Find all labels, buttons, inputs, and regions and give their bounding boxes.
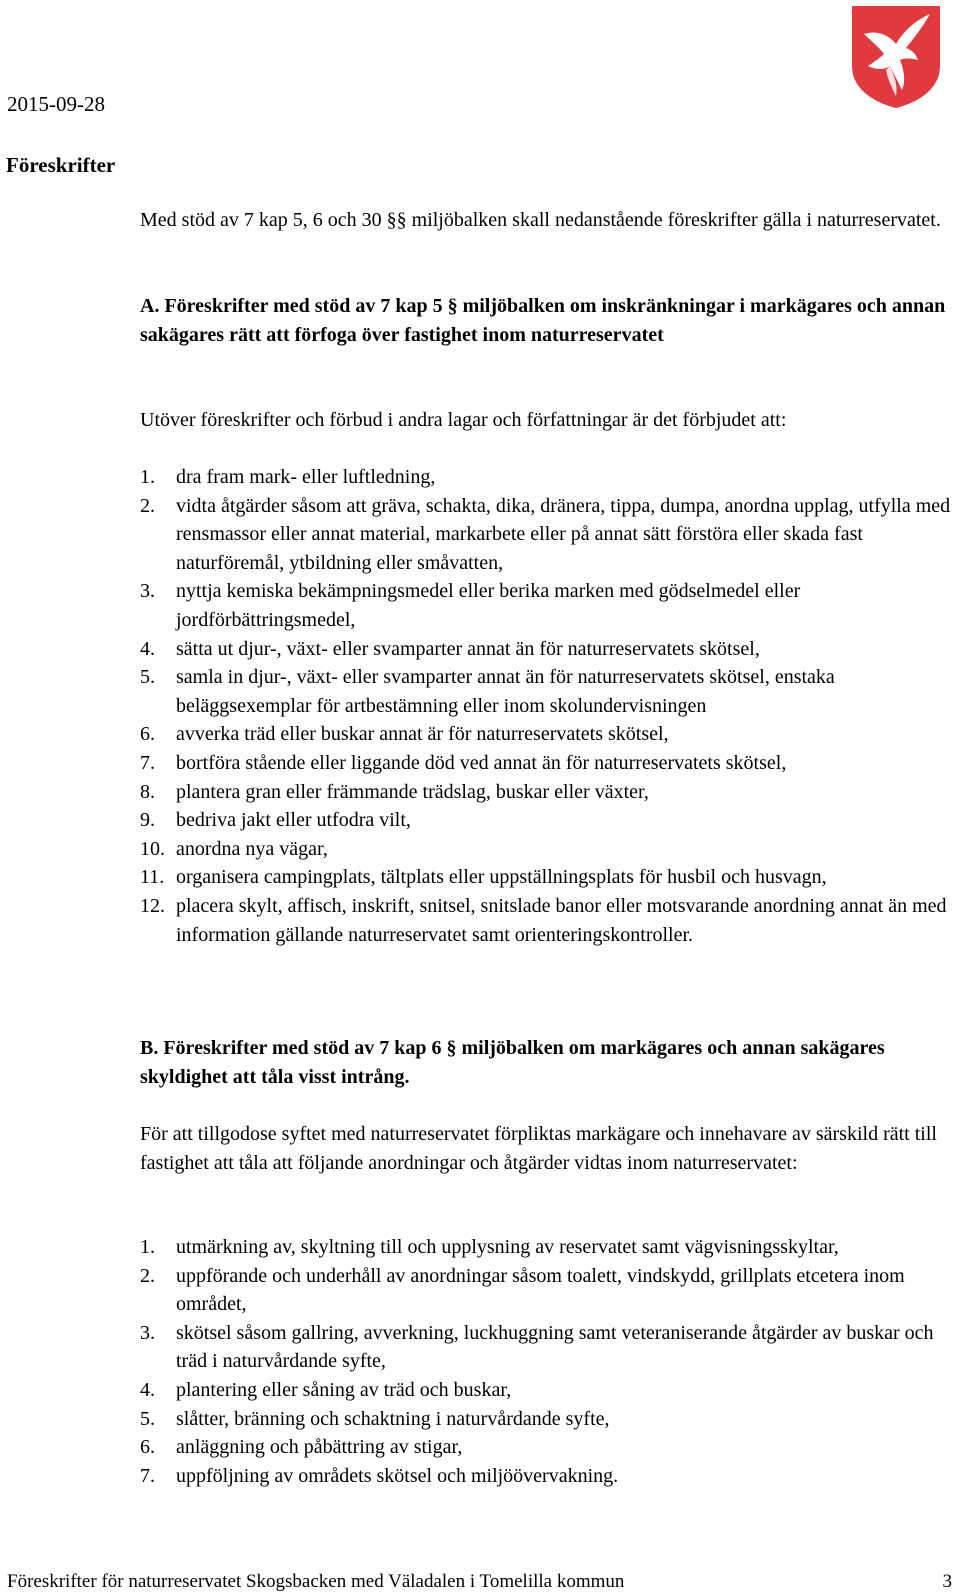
list-item-text: sätta ut djur-, växt- eller svamparter annat än för naturreservatets skötsel, <box>176 637 760 660</box>
list-item <box>140 1433 955 1462</box>
section-b-list <box>140 1233 955 1490</box>
list-item-number: 7. <box>140 1464 155 1487</box>
list-item-number: 5. <box>140 1407 155 1430</box>
list-item-text: dra fram mark- eller luftledning, <box>176 466 436 488</box>
list-item-text: placera skylt, affisch, inskrift, snitsel, snitslade banor eller motsvarande anordning annat än med information gällande naturreservatet samt orienteringskontroller. <box>176 894 947 946</box>
list-item-number: 9. <box>140 809 155 832</box>
list-item <box>140 1233 955 1262</box>
list-item-number: 8. <box>140 780 155 803</box>
list-item <box>140 835 955 864</box>
list-item-text: utmärkning av, skyltning till och upplysning av reservatet samt vägvisningsskyltar, <box>176 1236 839 1258</box>
list-item-text: anordna nya vägar, <box>176 837 328 860</box>
list-item-text: bortföra stående eller liggande död ved annat än för naturreservatets skötsel, <box>176 751 787 774</box>
list-item-text: plantering eller såning av träd och buskar, <box>176 1378 512 1401</box>
list-item-text: samla in djur-, växt- eller svamparter annat än för naturreservatets skötsel, enstaka beläggsexemplar för artbestämning eller inom skolundervisningen <box>176 666 835 717</box>
list-item-number: 3. <box>140 1321 155 1344</box>
section-a-heading: A. Föreskrifter med stöd av 7 kap 5 § miljöbalken om inskränkningar i markägares och annan sakägares rätt att förfoga över fastighet inom naturreservatet <box>140 295 946 346</box>
list-item-number: 4. <box>140 1378 155 1401</box>
list-item <box>140 806 955 835</box>
list-item <box>140 635 955 664</box>
list-item <box>140 463 955 492</box>
coat-of-arms-logo <box>850 4 942 110</box>
list-item <box>140 863 955 892</box>
list-item-text: uppföljning av områdets skötsel och miljöövervakning. <box>176 1464 619 1487</box>
list-item <box>140 1462 955 1491</box>
list-item-number: 6. <box>140 723 155 746</box>
page-number: 3 <box>942 1571 952 1592</box>
list-item-number: 12. <box>140 894 165 917</box>
list-item-number: 2. <box>140 1264 155 1287</box>
list-item <box>140 1319 955 1376</box>
list-item-number: 1. <box>140 466 155 488</box>
list-item <box>140 577 955 634</box>
list-item-number: 4. <box>140 637 155 660</box>
list-item-text: vidta åtgärder såsom att gräva, schakta, dika, dränera, tippa, dumpa, anordna upplag, utfylla med rensmassor eller annat material, markarbete eller på annat sätt förstöra eller skada fast naturföremål, ytbildning eller småvatten, <box>176 494 951 574</box>
list-item-text: uppförande och underhåll av anordningar såsom toalett, vindskydd, grillplats etcetera inom området, <box>176 1264 905 1316</box>
list-item-text: skötsel såsom gallring, avverkning, luckhuggning samt veteraniserande åtgärder av buskar och träd i naturvårdande syfte, <box>176 1321 934 1373</box>
list-item-text: anläggning och påbättring av stigar, <box>176 1436 463 1459</box>
list-item <box>140 663 955 720</box>
page-footer <box>7 1571 952 1593</box>
section-a-list <box>140 463 955 949</box>
section-a-lead: Utöver föreskrifter och förbud i andra lagar och författningar är det förbjudet att: <box>140 409 787 431</box>
list-item <box>140 778 955 807</box>
page-title: Föreskrifter <box>6 153 116 177</box>
list-item <box>140 492 955 578</box>
list-item <box>140 749 955 778</box>
list-item-number: 7. <box>140 751 155 774</box>
list-item-number: 5. <box>140 666 155 689</box>
section-b-heading: B. Föreskrifter med stöd av 7 kap 6 § miljöbalken om markägares och annan sakägares skyldighet att tåla visst intrång. <box>140 1037 885 1088</box>
list-item-number: 10. <box>140 837 165 860</box>
list-item-number: 6. <box>140 1436 155 1459</box>
list-item <box>140 892 955 949</box>
footer-text: Föreskrifter för naturreservatet Skogsbacken med Väladalen i Tomelilla kommun <box>7 1571 625 1592</box>
list-item-text: plantera gran eller främmande trädslag, buskar eller växter, <box>176 780 649 803</box>
list-item-text: nyttja kemiska bekämpningsmedel eller berika marken med gödselmedel eller jordförbättringsmedel, <box>176 580 801 631</box>
list-item <box>140 1405 955 1434</box>
intro-paragraph: Med stöd av 7 kap 5, 6 och 30 §§ miljöbalken skall nedanstående föreskrifter gälla i naturreservatet. <box>140 209 941 231</box>
list-item <box>140 1376 955 1405</box>
list-item-text: avverka träd eller buskar annat är för naturreservatets skötsel, <box>176 723 669 746</box>
list-item <box>140 720 955 749</box>
list-item-text: slåtter, bränning och schaktning i naturvårdande syfte, <box>176 1407 610 1430</box>
document-date: 2015-09-28 <box>7 92 105 116</box>
list-item-number: 2. <box>140 494 155 517</box>
list-item-number: 3. <box>140 580 155 603</box>
list-item-number: 11. <box>140 866 165 889</box>
section-b-lead: För att tillgodose syftet med naturreservatet förpliktas markägare och innehavare av särskild rätt till fastighet att tåla att följande anordningar och åtgärder vidtas inom naturreservatet: <box>140 1123 937 1174</box>
list-item-number: 1. <box>140 1236 155 1258</box>
list-item-text: organisera campingplats, tältplats eller uppställningsplats för husbil och husvagn, <box>176 866 827 889</box>
list-item-text: bedriva jakt eller utfodra vilt, <box>176 809 411 832</box>
list-item <box>140 1262 955 1319</box>
